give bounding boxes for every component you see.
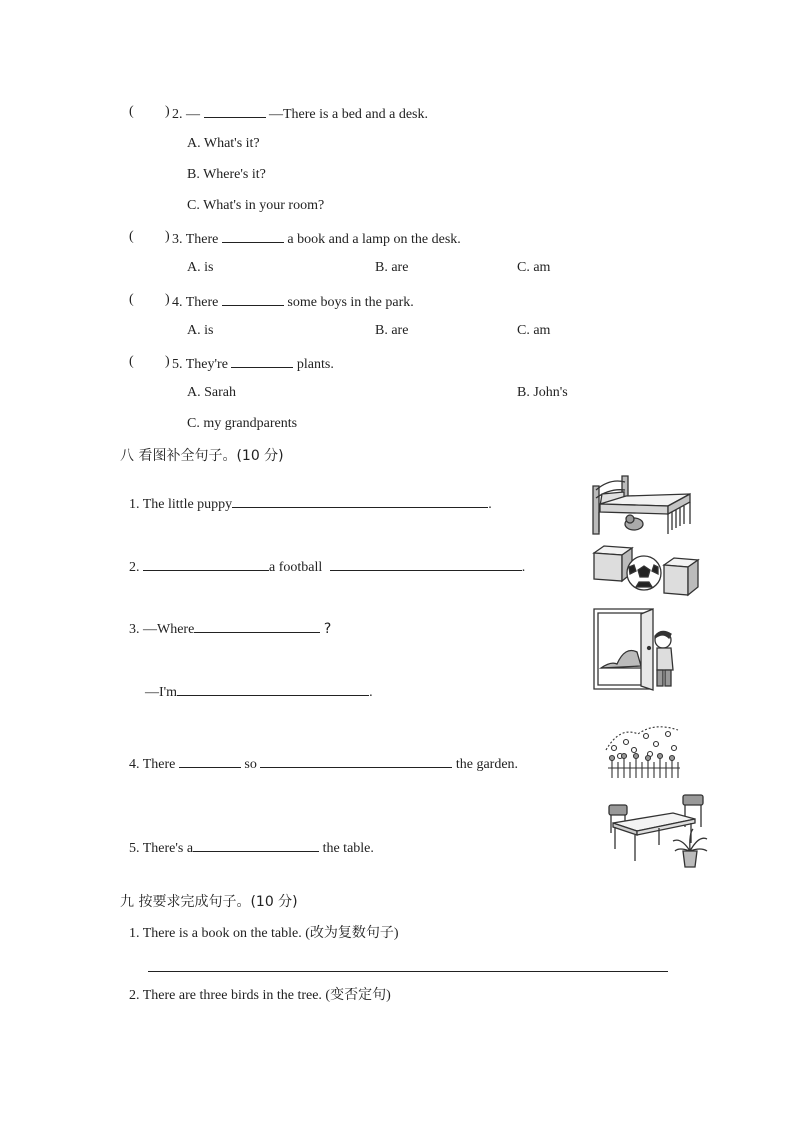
- question-5-stem-end: plants.: [296, 357, 334, 372]
- period: .: [521, 560, 526, 575]
- section-8-title: 八 看图补全句子。(10 分): [120, 448, 284, 464]
- answer-paren-close: ): [165, 354, 170, 369]
- answer-paren-open: (: [129, 229, 134, 244]
- question-2-stem-end: —There is a bed and a desk.: [269, 107, 428, 122]
- answer-blank[interactable]: [222, 228, 284, 243]
- option-b: B. John's: [517, 385, 568, 400]
- answer-blank[interactable]: [232, 493, 488, 508]
- option-b: B. Where's it?: [187, 167, 266, 182]
- answer-paren-open: (: [129, 292, 134, 307]
- question-4-stem-end: some boys in the park.: [287, 295, 414, 310]
- boy-behind-door-picture: [591, 606, 677, 692]
- question-3-stem: [172, 228, 461, 249]
- picture-question-3: [129, 618, 331, 639]
- table-chairs-picture: [603, 793, 709, 869]
- question-text: 5. There's a: [129, 841, 194, 856]
- question-3-stem-end: a book and a lamp on the desk.: [287, 232, 461, 247]
- option-b: B. are: [375, 260, 409, 275]
- answer-blank[interactable]: [143, 556, 269, 571]
- picture-question-3-reply: [145, 681, 373, 702]
- picture-question-4: [129, 753, 518, 774]
- question-2-stem-start: 2. —: [172, 107, 200, 122]
- option-c: C. What's in your room?: [187, 198, 325, 213]
- answer-blank[interactable]: [330, 556, 522, 571]
- question-4-stem-start: 4. There: [172, 295, 219, 310]
- option-a: A. is: [187, 260, 214, 275]
- question-3-stem-start: 3. There: [172, 232, 219, 247]
- reply-text: —I'm: [145, 685, 178, 700]
- section-9-title: 九 按要求完成句子。(10 分): [120, 894, 298, 910]
- question-text: 4. There: [129, 757, 176, 772]
- answer-blank[interactable]: [231, 353, 293, 368]
- question-number: 2.: [129, 560, 140, 575]
- answer-paren-close: ): [165, 292, 170, 307]
- period: .: [369, 685, 373, 700]
- question-text: the table.: [322, 841, 374, 856]
- answer-blank[interactable]: [260, 753, 452, 768]
- boxes-football-picture: [592, 543, 702, 598]
- question-4-stem: [172, 291, 414, 312]
- picture-question-5: [129, 837, 374, 858]
- question-mark: ?: [323, 621, 332, 637]
- option-b: B. are: [375, 323, 409, 338]
- answer-paren-close: ): [165, 229, 170, 244]
- answer-paren-open: (: [129, 354, 134, 369]
- question-2-stem: [172, 103, 428, 124]
- option-a: A. What's it?: [187, 136, 260, 151]
- answer-blank[interactable]: [179, 753, 241, 768]
- option-c: C. am: [517, 323, 551, 338]
- question-text: so: [244, 757, 257, 772]
- question-5-stem: [172, 353, 334, 374]
- answer-paren-open: (: [129, 104, 134, 119]
- option-a: A. Sarah: [187, 385, 236, 400]
- period: .: [488, 497, 492, 512]
- picture-question-1: [129, 493, 492, 514]
- option-c: C. am: [517, 260, 551, 275]
- question-text: 3. —Where: [129, 622, 195, 637]
- question-5-stem-start: 5. They're: [172, 357, 228, 372]
- answer-blank[interactable]: [222, 291, 284, 306]
- rewrite-question-1: 1. There is a book on the table. (改为复数句子): [129, 926, 399, 941]
- option-a: A. is: [187, 323, 214, 338]
- answer-blank[interactable]: [177, 681, 369, 696]
- question-text: the garden.: [455, 757, 519, 772]
- question-text: a football: [269, 560, 323, 575]
- garden-flowers-picture: [604, 720, 682, 782]
- rewrite-question-2: 2. There are three birds in the tree. (变否定句): [129, 988, 391, 1003]
- picture-question-2: [129, 556, 525, 577]
- answer-blank[interactable]: [204, 103, 266, 118]
- answer-blank[interactable]: [193, 837, 319, 852]
- answer-line[interactable]: [148, 971, 668, 972]
- question-text: 1. The little puppy: [129, 497, 233, 512]
- answer-paren-close: ): [165, 104, 170, 119]
- bed-puppy-picture: [590, 474, 696, 536]
- option-c: C. my grandparents: [187, 416, 298, 431]
- answer-blank[interactable]: [194, 618, 320, 633]
